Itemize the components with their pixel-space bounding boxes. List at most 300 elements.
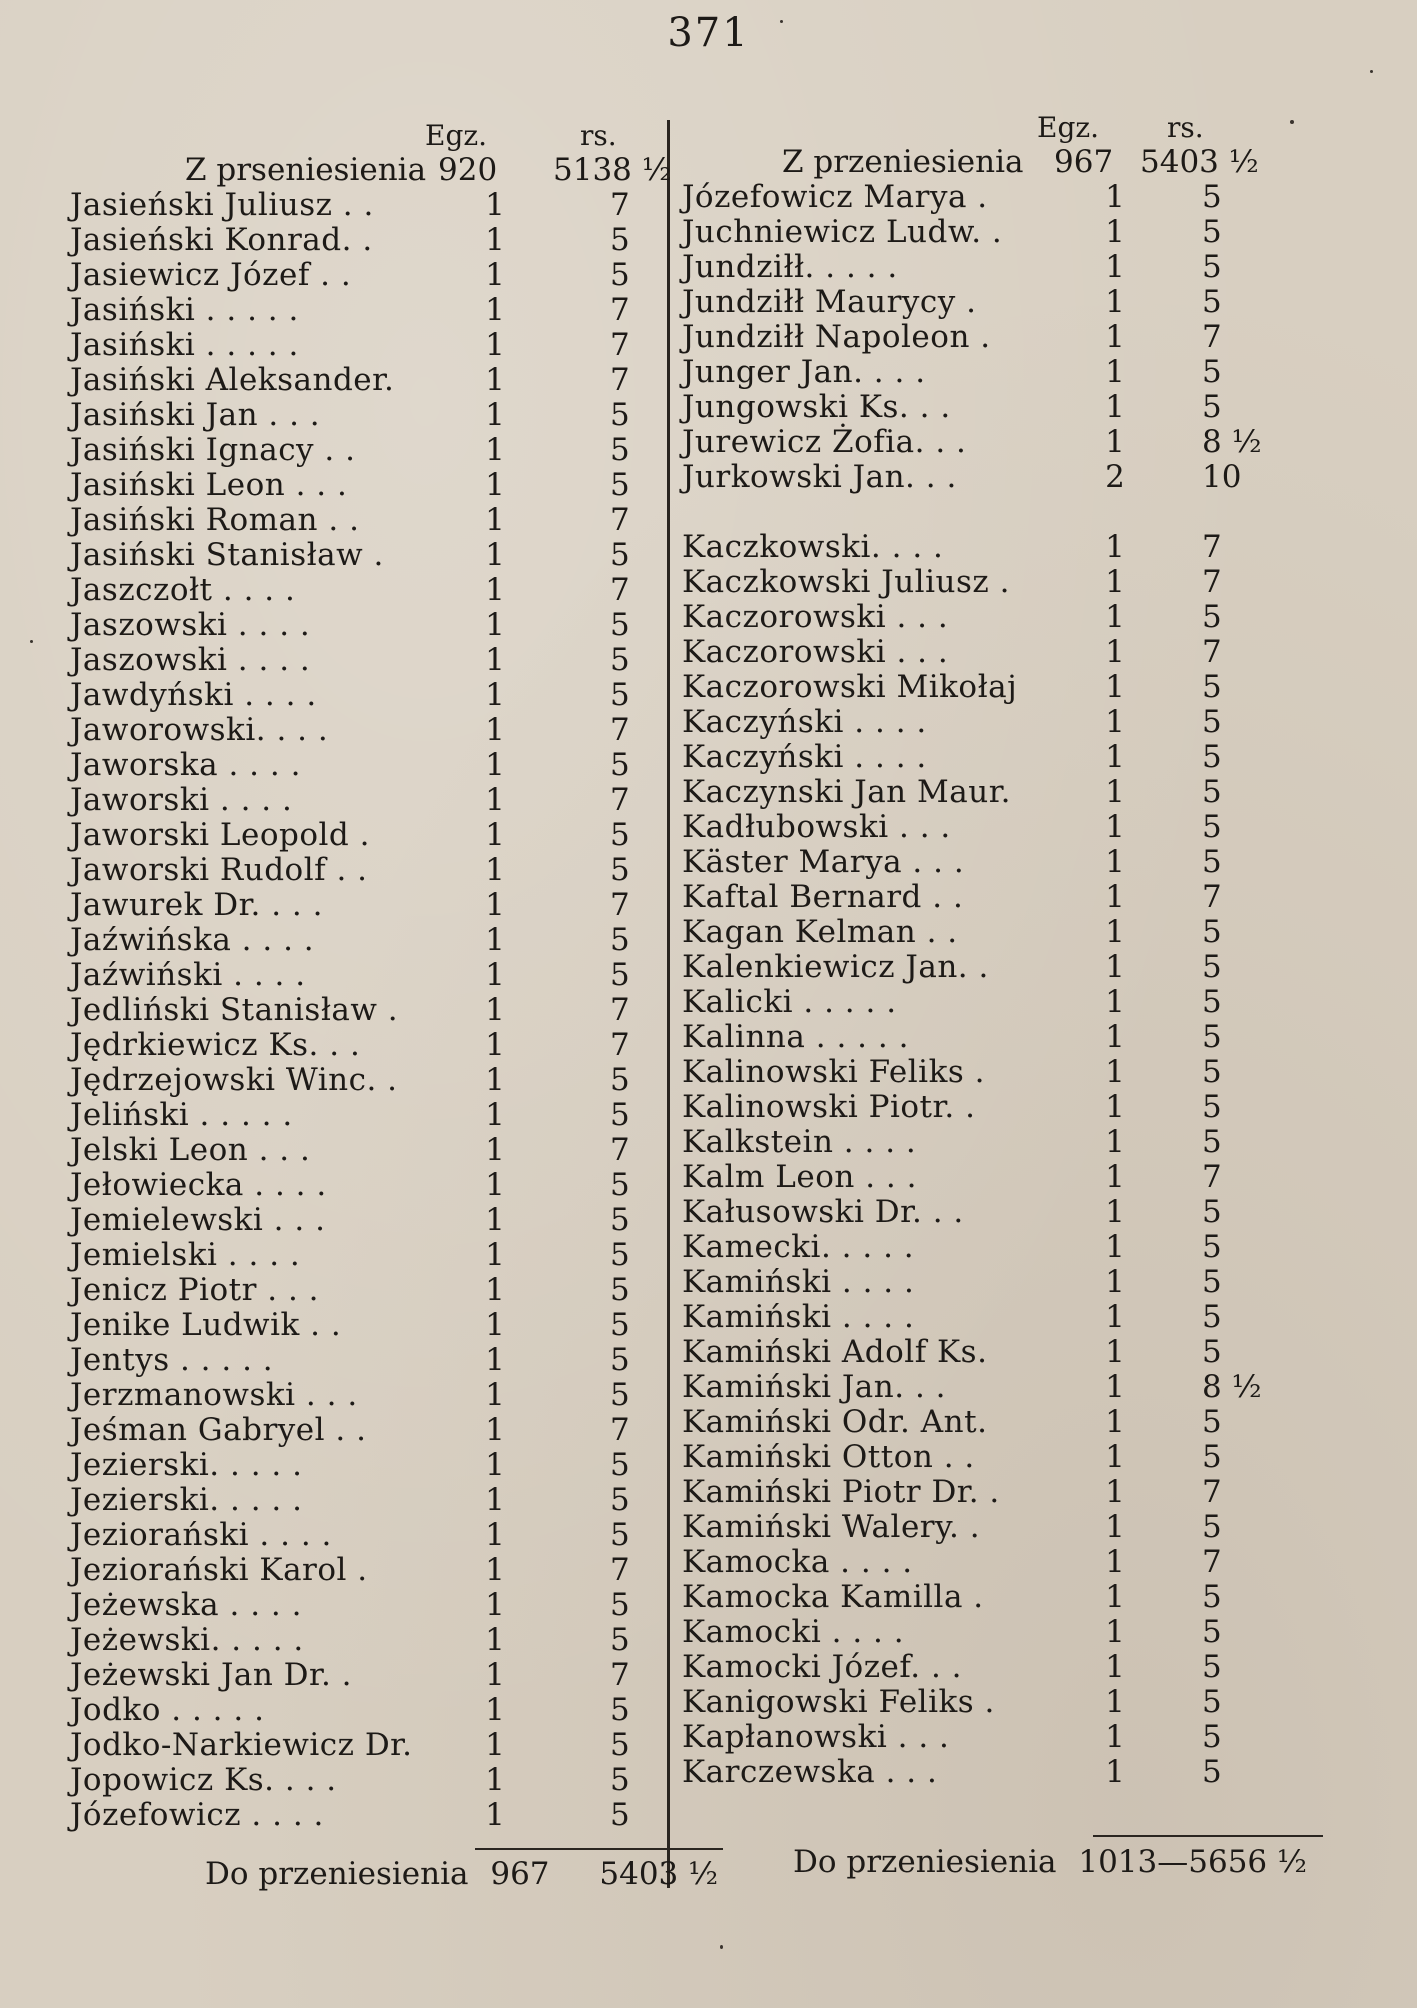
entry-name: Kaczorowski Mikołaj	[682, 669, 1018, 705]
entry-name: Jezierski. . . . .	[70, 1482, 303, 1518]
page-number: 371	[667, 10, 750, 56]
entry-name: Juchniewicz Ludw. .	[682, 214, 1003, 250]
entry-rs: 5	[610, 1482, 630, 1518]
entry-egz: 1	[485, 362, 505, 398]
entry-egz: 1	[485, 747, 505, 783]
entry-name: Jasieński Konrad. .	[70, 222, 373, 258]
entry-egz: 1	[485, 1727, 505, 1763]
entry-egz: 1	[1105, 389, 1125, 425]
list-item	[70, 1483, 670, 1518]
list-item	[70, 1308, 670, 1343]
entry-rs: 7	[1202, 529, 1222, 565]
list-item	[682, 1650, 1322, 1685]
entry-rs: 5	[1202, 1404, 1222, 1440]
list-item	[682, 320, 1322, 355]
entry-rs: 5	[1202, 1439, 1222, 1475]
list-item	[70, 958, 670, 993]
left-carry-out-egz: 967	[490, 1856, 550, 1892]
list-item	[70, 538, 670, 573]
entry-egz: 1	[1105, 424, 1125, 460]
entry-name: Jurkowski Jan. . .	[682, 459, 957, 495]
left-carry-in	[70, 153, 670, 188]
list-item	[682, 810, 1322, 845]
entry-egz: 1	[485, 1692, 505, 1728]
entry-rs: 7	[610, 992, 630, 1028]
entry-rs: 5	[610, 642, 630, 678]
entry-name: Kamiński . . . .	[682, 1299, 915, 1335]
entry-name: Jeziorański Karol .	[70, 1552, 368, 1588]
left-carry-out-rs: 5403 ½	[599, 1856, 719, 1892]
list-item	[682, 1580, 1322, 1615]
entry-rs: 5	[610, 607, 630, 643]
right-carry-in-rs: 5403 ½	[1140, 144, 1259, 180]
entry-egz: 1	[485, 1062, 505, 1098]
entry-name: Jędrzejowski Winc. .	[70, 1062, 398, 1098]
list-item	[70, 1763, 670, 1798]
entry-name: Jaszowski . . . .	[70, 642, 311, 678]
entry-name: Kadłubowski . . .	[682, 809, 951, 845]
right-sum-rule	[1093, 1835, 1323, 1837]
list-item	[682, 635, 1322, 670]
entry-egz: 1	[1105, 1404, 1125, 1440]
list-item	[70, 1588, 670, 1623]
entry-rs: 5	[610, 677, 630, 713]
entry-name: Kaczorowski . . .	[682, 599, 949, 635]
list-item	[682, 1720, 1322, 1755]
list-item	[682, 1055, 1322, 1090]
entry-name: Jasiński Leon . . .	[70, 467, 348, 503]
list-item	[70, 643, 670, 678]
list-item	[70, 293, 670, 328]
entry-name: Jundziłł Maurycy .	[682, 284, 977, 320]
right-header-rs: rs.	[1167, 111, 1204, 144]
left-column	[70, 118, 670, 1833]
list-item	[682, 1510, 1322, 1545]
right-header-egz: Egz.	[1037, 111, 1100, 144]
right-carry-in	[682, 145, 1322, 180]
entry-egz: 1	[1105, 1544, 1125, 1580]
entry-egz: 1	[485, 187, 505, 223]
list-item	[70, 1658, 670, 1693]
list-item	[682, 1685, 1322, 1720]
entry-name: Kaczyński . . . .	[682, 704, 927, 740]
entry-name: Kalm Leon . . .	[682, 1159, 917, 1195]
list-item	[70, 1098, 670, 1133]
entry-name: Jaworski . . . .	[70, 782, 293, 818]
entry-rs: 7	[610, 292, 630, 328]
entry-egz: 1	[1105, 214, 1125, 250]
entry-rs: 7	[610, 782, 630, 818]
entry-rs: 5	[1202, 284, 1222, 320]
list-item	[70, 1693, 670, 1728]
entry-egz: 1	[1105, 564, 1125, 600]
entry-rs: 5	[1202, 914, 1222, 950]
entry-name: Kamocka . . . .	[682, 1544, 913, 1580]
entry-egz: 1	[1105, 319, 1125, 355]
entry-name: Jundziłł. . . . .	[682, 249, 898, 285]
right-header	[682, 110, 1322, 145]
entry-name: Kalinowski Piotr. .	[682, 1089, 976, 1125]
entry-rs: 5	[1202, 1019, 1222, 1055]
entry-rs: 5	[610, 747, 630, 783]
right-carry-out-label: Do przeniesienia	[793, 1844, 1057, 1880]
entry-rs: 5	[610, 1517, 630, 1553]
list-item	[682, 670, 1322, 705]
entry-name: Jaszczołt . . . .	[70, 572, 296, 608]
entry-rs: 5	[610, 1237, 630, 1273]
entry-rs: 5	[610, 1622, 630, 1658]
entry-egz: 1	[1105, 809, 1125, 845]
entry-egz: 1	[485, 327, 505, 363]
entry-name: Jaźwińska . . . .	[70, 922, 315, 958]
right-carry-out-rs: —5656 ½	[1157, 1844, 1308, 1880]
entry-name: Jasiński . . . . .	[70, 327, 299, 363]
entry-egz: 1	[485, 1132, 505, 1168]
entry-name: Kamiński Jan. . .	[682, 1369, 947, 1405]
entry-rs: 5	[1202, 1299, 1222, 1335]
entry-egz: 1	[485, 992, 505, 1028]
list-item	[70, 223, 670, 258]
entry-name: Kamocka Kamilla .	[682, 1579, 984, 1615]
entry-name: Jurewicz Żofia. . .	[682, 424, 967, 460]
entry-name: Jeśman Gabryel . .	[70, 1412, 367, 1448]
entry-name: Karczewska . . .	[682, 1754, 938, 1790]
entry-name: Jentys . . . . .	[70, 1342, 274, 1378]
right-entry-list-j	[682, 180, 1322, 495]
entry-rs: 5	[1202, 599, 1222, 635]
entry-rs: 7	[610, 187, 630, 223]
entry-egz: 1	[1105, 1509, 1125, 1545]
entry-egz: 1	[485, 1447, 505, 1483]
entry-egz: 1	[485, 1202, 505, 1238]
entry-egz: 1	[1105, 844, 1125, 880]
entry-name: Kamecki. . . . .	[682, 1229, 915, 1265]
left-header-egz: Egz.	[425, 119, 488, 152]
entry-egz: 1	[485, 957, 505, 993]
entry-egz: 1	[1105, 1229, 1125, 1265]
list-item	[70, 853, 670, 888]
entry-rs: 5	[610, 1202, 630, 1238]
entry-name: Kagan Kelman . .	[682, 914, 958, 950]
entry-egz: 1	[1105, 669, 1125, 705]
entry-egz: 1	[485, 292, 505, 328]
entry-egz: 1	[1105, 1649, 1125, 1685]
entry-egz: 1	[485, 1027, 505, 1063]
list-item	[70, 1798, 670, 1833]
entry-name: Kalkstein . . . .	[682, 1124, 917, 1160]
entry-egz: 1	[1105, 1299, 1125, 1335]
entry-egz: 1	[1105, 1334, 1125, 1370]
entry-rs: 5	[1202, 1579, 1222, 1615]
list-item	[682, 915, 1322, 950]
list-item	[682, 1020, 1322, 1055]
entry-egz: 1	[485, 1342, 505, 1378]
entry-name: Jerzmanowski . . .	[70, 1377, 358, 1413]
right-carry-in-label: Z przeniesienia	[782, 144, 1024, 180]
entry-egz: 1	[1105, 1614, 1125, 1650]
entry-name: Jeżewski Jan Dr. .	[70, 1657, 353, 1693]
entry-rs: 7	[1202, 879, 1222, 915]
entry-name: Jungowski Ks. . .	[682, 389, 951, 425]
entry-name: Jasiński Stanisław .	[70, 537, 384, 573]
entry-rs: 5	[610, 467, 630, 503]
entry-egz: 1	[485, 852, 505, 888]
entry-rs: 5	[610, 1762, 630, 1798]
list-item	[70, 923, 670, 958]
entry-rs: 5	[1202, 1649, 1222, 1685]
entry-rs: 5	[610, 817, 630, 853]
entry-name: Jezierski. . . . .	[70, 1447, 303, 1483]
entry-rs: 5	[610, 537, 630, 573]
entry-egz: 1	[1105, 1159, 1125, 1195]
entry-name: Jemielewski . . .	[70, 1202, 326, 1238]
left-carry-out-label: Do przeniesienia	[205, 1856, 469, 1892]
entry-egz: 1	[485, 1797, 505, 1833]
entry-egz: 1	[485, 1517, 505, 1553]
right-carry-out	[793, 1844, 1307, 1880]
entry-name: Jasieński Juliusz . .	[70, 187, 374, 223]
entry-name: Jodko-Narkiewicz Dr.	[70, 1727, 413, 1763]
entry-name: Jaworski Leopold .	[70, 817, 370, 853]
entry-rs: 5	[610, 957, 630, 993]
entry-rs: 5	[1202, 1334, 1222, 1370]
list-item	[682, 740, 1322, 775]
list-item	[70, 398, 670, 433]
list-item	[70, 328, 670, 363]
entry-egz: 1	[485, 397, 505, 433]
entry-egz: 1	[485, 1377, 505, 1413]
entry-rs: 7	[610, 1132, 630, 1168]
entry-rs: 5	[1202, 1264, 1222, 1300]
list-item	[70, 433, 670, 468]
list-item	[682, 1615, 1322, 1650]
entry-rs: 10	[1202, 459, 1242, 495]
list-item	[682, 530, 1322, 565]
entry-name: Jenicz Piotr . . .	[70, 1272, 320, 1308]
entry-rs: 5	[610, 222, 630, 258]
entry-name: Jawdyński . . . .	[70, 677, 317, 713]
entry-egz: 1	[485, 1237, 505, 1273]
entry-egz: 1	[1105, 1474, 1125, 1510]
list-item	[682, 705, 1322, 740]
entry-name: Józefowicz . . . .	[70, 1797, 324, 1833]
entry-name: Jędrkiewicz Ks. . .	[70, 1027, 361, 1063]
entry-egz: 1	[1105, 1754, 1125, 1790]
entry-name: Kamocki . . . .	[682, 1614, 905, 1650]
entry-rs: 5	[1202, 774, 1222, 810]
entry-name: Jeżewski. . . . .	[70, 1622, 304, 1658]
entry-name: Jaźwiński . . . .	[70, 957, 306, 993]
list-item	[70, 1133, 670, 1168]
entry-name: Kamiński Piotr Dr. .	[682, 1474, 1000, 1510]
entry-name: Kaczyński . . . .	[682, 739, 927, 775]
entry-name: Kamiński Odr. Ant.	[682, 1404, 988, 1440]
entry-egz: 1	[485, 1097, 505, 1133]
entry-rs: 5	[1202, 1229, 1222, 1265]
right-column	[682, 110, 1322, 1790]
list-item	[682, 460, 1322, 495]
list-item	[70, 1448, 670, 1483]
entry-egz: 1	[1105, 1719, 1125, 1755]
entry-name: Jasiewicz Józef . .	[70, 257, 352, 293]
entry-rs: 5	[610, 1272, 630, 1308]
entry-rs: 5	[610, 397, 630, 433]
list-item	[682, 1265, 1322, 1300]
entry-egz: 1	[1105, 1439, 1125, 1475]
list-item	[70, 1728, 670, 1763]
list-item	[682, 1090, 1322, 1125]
list-item	[70, 573, 670, 608]
entry-rs: 5	[1202, 1054, 1222, 1090]
entry-egz: 1	[485, 502, 505, 538]
entry-egz: 1	[485, 677, 505, 713]
entry-name: Jenike Ludwik . .	[70, 1307, 342, 1343]
entry-rs: 5	[1202, 1509, 1222, 1545]
entry-rs: 7	[1202, 1544, 1222, 1580]
entry-name: Jawurek Dr. . . .	[70, 887, 323, 923]
entry-egz: 1	[485, 922, 505, 958]
entry-rs: 7	[1202, 564, 1222, 600]
entry-egz: 1	[485, 817, 505, 853]
list-item	[682, 1195, 1322, 1230]
left-carry-out	[205, 1856, 718, 1892]
list-item	[682, 1755, 1322, 1790]
entry-name: Jeziorański . . . .	[70, 1517, 332, 1553]
entry-name: Jelski Leon . . .	[70, 1132, 311, 1168]
entry-rs: 5	[610, 1447, 630, 1483]
entry-name: Kaftal Bernard . .	[682, 879, 964, 915]
entry-name: Kapłanowski . . .	[682, 1719, 950, 1755]
entry-rs: 5	[1202, 214, 1222, 250]
entry-egz: 1	[485, 1412, 505, 1448]
entry-egz: 1	[485, 712, 505, 748]
list-item	[70, 1063, 670, 1098]
right-entry-list-k	[682, 530, 1322, 1790]
list-item	[70, 188, 670, 223]
entry-name: Jopowicz Ks. . . .	[70, 1762, 337, 1798]
entry-rs: 7	[1202, 319, 1222, 355]
entry-egz: 1	[1105, 529, 1125, 565]
entry-name: Jemielski . . . .	[70, 1237, 301, 1273]
list-item	[682, 985, 1322, 1020]
list-item	[70, 468, 670, 503]
entry-rs: 5	[1202, 354, 1222, 390]
entry-name: Jasiński Jan . . .	[70, 397, 321, 433]
entry-name: Kamocki Józef. . .	[682, 1649, 963, 1685]
list-item	[682, 880, 1322, 915]
list-item	[70, 1203, 670, 1238]
entry-rs: 5	[1202, 1719, 1222, 1755]
entry-egz: 2	[1105, 459, 1125, 495]
list-item	[70, 1413, 670, 1448]
entry-name: Kaczkowski. . . .	[682, 529, 944, 565]
entry-egz: 1	[1105, 1019, 1125, 1055]
entry-egz: 1	[485, 537, 505, 573]
entry-rs: 8 ½	[1202, 1369, 1262, 1405]
entry-egz: 1	[485, 257, 505, 293]
list-item	[682, 1370, 1322, 1405]
entry-rs: 7	[610, 327, 630, 363]
list-item	[70, 713, 670, 748]
entry-egz: 1	[1105, 1194, 1125, 1230]
entry-name: Kamiński Otton . .	[682, 1439, 975, 1475]
entry-name: Józefowicz Marya .	[682, 179, 988, 215]
list-item	[682, 1300, 1322, 1335]
list-item	[70, 818, 670, 853]
entry-egz: 1	[1105, 1579, 1125, 1615]
entry-name: Jeliński . . . . .	[70, 1097, 293, 1133]
list-item	[682, 1545, 1322, 1580]
entry-rs: 5	[1202, 1684, 1222, 1720]
list-item	[70, 503, 670, 538]
entry-egz: 1	[1105, 1054, 1125, 1090]
list-item	[70, 1518, 670, 1553]
entry-egz: 1	[1105, 949, 1125, 985]
list-item	[682, 775, 1322, 810]
left-header-rs: rs.	[580, 119, 617, 152]
entry-rs: 5	[610, 1097, 630, 1133]
list-item	[682, 1230, 1322, 1265]
entry-rs: 5	[610, 1692, 630, 1728]
list-item	[682, 600, 1322, 635]
entry-name: Jaworski Rudolf . .	[70, 852, 368, 888]
entry-egz: 1	[485, 1657, 505, 1693]
list-item	[682, 1125, 1322, 1160]
entry-name: Jasiński Aleksander.	[70, 362, 395, 398]
entry-rs: 7	[610, 1412, 630, 1448]
list-item	[682, 250, 1322, 285]
entry-rs: 7	[610, 362, 630, 398]
entry-egz: 1	[1105, 1124, 1125, 1160]
list-item	[70, 1343, 670, 1378]
entry-egz: 1	[485, 1307, 505, 1343]
entry-rs: 5	[610, 1167, 630, 1203]
entry-rs: 5	[1202, 984, 1222, 1020]
list-item	[70, 1553, 670, 1588]
entry-egz: 1	[1105, 879, 1125, 915]
entry-egz: 1	[485, 1167, 505, 1203]
list-item	[70, 608, 670, 643]
entry-name: Kamiński Adolf Ks.	[682, 1334, 988, 1370]
entry-egz: 1	[1105, 249, 1125, 285]
entry-egz: 1	[1105, 1264, 1125, 1300]
entry-name: Junger Jan. . . .	[682, 354, 926, 390]
entry-name: Kalinowski Feliks .	[682, 1054, 985, 1090]
entry-rs: 7	[610, 1657, 630, 1693]
entry-name: Jasiński Roman . .	[70, 502, 360, 538]
entry-name: Kaczorowski . . .	[682, 634, 949, 670]
list-item	[682, 180, 1322, 215]
entry-name: Kanigowski Feliks .	[682, 1684, 995, 1720]
entry-egz: 1	[1105, 1089, 1125, 1125]
entry-egz: 1	[1105, 284, 1125, 320]
entry-name: Käster Marya . . .	[682, 844, 965, 880]
left-carry-in-label: Z prseniesienia	[185, 152, 427, 188]
entry-egz: 1	[1105, 354, 1125, 390]
entry-egz: 1	[1105, 179, 1125, 215]
list-item	[70, 888, 670, 923]
entry-name: Jeżewska . . . .	[70, 1587, 302, 1623]
entry-egz: 1	[485, 887, 505, 923]
entry-rs: 5	[610, 922, 630, 958]
entry-name: Kalenkiewicz Jan. .	[682, 949, 989, 985]
entry-rs: 5	[610, 1797, 630, 1833]
entry-rs: 7	[610, 887, 630, 923]
list-item	[70, 1623, 670, 1658]
entry-name: Jasiński . . . . .	[70, 292, 299, 328]
list-item	[682, 950, 1322, 985]
entry-rs: 7	[610, 712, 630, 748]
